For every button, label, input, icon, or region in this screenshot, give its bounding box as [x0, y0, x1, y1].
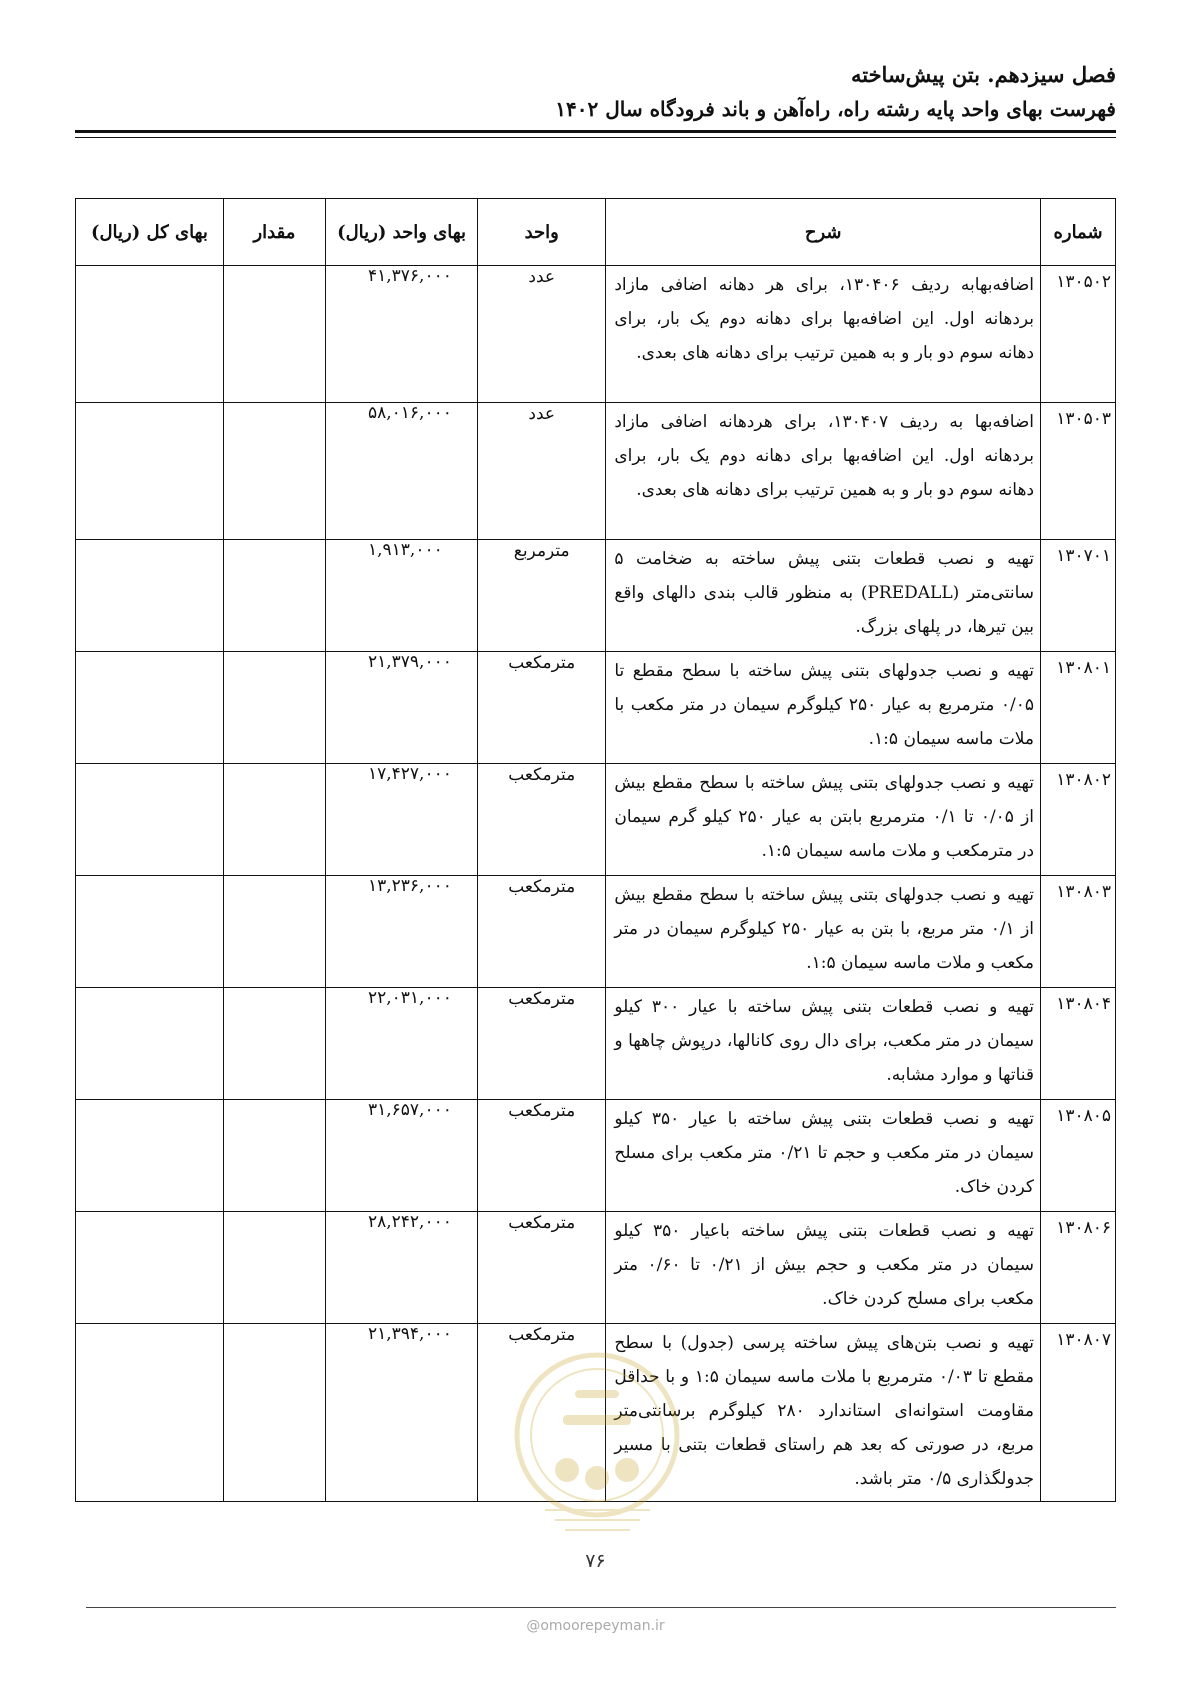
row-description: تهیه و نصب قطعات بتنی پیش ساخته باعیار ۳۵۰ کیلو سیمان در متر مکعب و حجم بیش از ۰/۲۱ تا ۰/۶۰ متر مکعب برای مسلح کردن خاک. — [606, 1212, 1041, 1324]
row-quantity — [223, 266, 325, 403]
row-description: تهیه و نصب قطعات بتنی پیش ساخته با عیار ۳۰۰ کیلو سیمان در متر مکعب، برای دال روی کانالها، درپوش چاهها و قناتها و موارد مشابه. — [606, 988, 1041, 1100]
table-row — [76, 1100, 1116, 1212]
row-unit: مترمکعب — [478, 988, 606, 1100]
footer-rule — [86, 1607, 1116, 1608]
row-unit-price: ۴۱,۳۷۶,۰۰۰ — [325, 266, 477, 403]
column-header-total-price: بهای کل (ریال) — [76, 199, 224, 266]
footer-website: @omoorepeyman.ir — [526, 1618, 665, 1634]
row-total-price — [76, 988, 224, 1100]
page-header — [76, 58, 1116, 126]
row-number: ۱۳۰۸۰۱ — [1041, 652, 1116, 764]
row-unit-price: ۱,۹۱۳,۰۰۰ — [325, 540, 477, 652]
row-total-price — [76, 1212, 224, 1324]
row-unit: مترمکعب — [478, 1212, 606, 1324]
row-total-price — [76, 876, 224, 988]
table-row — [76, 403, 1116, 540]
row-number: ۱۳۰۵۰۳ — [1041, 403, 1116, 540]
row-number: ۱۳۰۸۰۳ — [1041, 876, 1116, 988]
row-unit-price: ۲۸,۲۴۲,۰۰۰ — [325, 1212, 477, 1324]
row-unit: مترمکعب — [478, 764, 606, 876]
row-unit: مترمکعب — [478, 1324, 606, 1502]
row-quantity — [223, 652, 325, 764]
row-unit-price: ۲۲,۰۳۱,۰۰۰ — [325, 988, 477, 1100]
row-unit: عدد — [478, 403, 606, 540]
row-unit-price: ۵۸,۰۱۶,۰۰۰ — [325, 403, 477, 540]
row-number: ۱۳۰۸۰۴ — [1041, 988, 1116, 1100]
column-header-number: شماره — [1041, 199, 1116, 266]
row-unit-price: ۱۳,۲۳۶,۰۰۰ — [325, 876, 477, 988]
row-unit: مترمربع — [478, 540, 606, 652]
document-subtitle: فهرست بهای واحد پایه رشته راه، راه‌آهن و باند فرودگاه سال ۱۴۰۲ — [555, 97, 1116, 121]
row-total-price — [76, 1324, 224, 1502]
row-description: تهیه و نصب قطعات بتنی پیش ساخته با عیار ۳۵۰ کیلو سیمان در متر مکعب و حجم تا ۰/۲۱ متر مکعب برای مسلح کردن خاک. — [606, 1100, 1041, 1212]
table-row — [76, 266, 1116, 403]
row-number: ۱۳۰۵۰۲ — [1041, 266, 1116, 403]
row-unit-price: ۳۱,۶۵۷,۰۰۰ — [325, 1100, 477, 1212]
row-description: تهیه و نصب جدولهای بتنی پیش ساخته با سطح مقطع بیش از ۰/۰۵ تا ۰/۱ مترمربع بابتن به عیار ۲۵۰ کیلو گرم سیمان در مترمکعب و ملات ماسه سیمان ۱:۵. — [606, 764, 1041, 876]
column-header-quantity: مقدار — [223, 199, 325, 266]
row-unit: مترمکعب — [478, 876, 606, 988]
row-quantity — [223, 1212, 325, 1324]
row-quantity — [223, 1100, 325, 1212]
row-number: ۱۳۰۸۰۷ — [1041, 1324, 1116, 1502]
table-row — [76, 988, 1116, 1100]
row-unit: عدد — [478, 266, 606, 403]
row-description: تهیه و نصب جدولهای بتنی پیش ساخته با سطح مقطع تا ۰/۰۵ مترمربع به عیار ۲۵۰ کیلوگرم سیمان در متر مکعب با ملات ماسه سیمان ۱:۵. — [606, 652, 1041, 764]
table-row — [76, 1212, 1116, 1324]
row-total-price — [76, 540, 224, 652]
row-number: ۱۳۰۸۰۶ — [1041, 1212, 1116, 1324]
header-rule-thick — [75, 130, 1116, 133]
row-total-price — [76, 652, 224, 764]
table-row — [76, 764, 1116, 876]
column-header-unit: واحد — [478, 199, 606, 266]
row-quantity — [223, 764, 325, 876]
row-description: اضافه‌بها به ردیف ۱۳۰۴۰۷، برای هردهانه اضافی مازاد بردهانه اول. این اضافه‌بها برای دهانه دوم یک بار، برای دهانه سوم دو بار و به همین ترتیب برای دهانه های بعدی. — [606, 403, 1041, 540]
row-quantity — [223, 876, 325, 988]
row-total-price — [76, 403, 224, 540]
row-description: تهیه و نصب قطعات بتنی پیش ساخته به ضخامت ۵ سانتی‌متر (PREDALL) به منظور قالب بندی دالهای واقع بین تیرها، در پلهای بزرگ. — [606, 540, 1041, 652]
column-header-description: شرح — [606, 199, 1041, 266]
row-quantity — [223, 403, 325, 540]
row-unit-price: ۱۷,۴۲۷,۰۰۰ — [325, 764, 477, 876]
column-header-unit-price: بهای واحد (ریال) — [325, 199, 477, 266]
row-description: تهیه و نصب بتن‌های پیش ساخته پرسی (جدول) با سطح مقطع تا ۰/۰۳ مترمربع با ملات ماسه سیمان ۱:۵ و با حداقل مقاومت استوانه‌ای استاندارد ۲۸۰ کیلوگرم برسانتی‌متر مربع، در صورتی که بعد هم راستای قطعات بتنی با مسیر جدولگذاری ۰/۵ متر باشد. — [606, 1324, 1041, 1502]
row-unit-price: ۲۱,۳۷۹,۰۰۰ — [325, 652, 477, 764]
row-unit: مترمکعب — [478, 1100, 606, 1212]
page-number: ۷۶ — [585, 1550, 606, 1572]
table-row — [76, 540, 1116, 652]
table-row — [76, 1324, 1116, 1502]
row-unit-price: ۲۱,۳۹۴,۰۰۰ — [325, 1324, 477, 1502]
row-number: ۱۳۰۷۰۱ — [1041, 540, 1116, 652]
price-table — [75, 198, 1116, 1502]
row-total-price — [76, 266, 224, 403]
row-quantity — [223, 988, 325, 1100]
row-description: تهیه و نصب جدولهای بتنی پیش ساخته با سطح مقطع بیش از ۰/۱ متر مربع، با بتن به عیار ۲۵۰ کیلوگرم سیمان در متر مکعب و ملات ماسه سیمان ۱:۵. — [606, 876, 1041, 988]
header-rule-thin — [75, 137, 1116, 138]
row-unit: مترمکعب — [478, 652, 606, 764]
table-header-row — [76, 199, 1116, 266]
table-row — [76, 652, 1116, 764]
chapter-title: فصل سیزدهم. بتن پیش‌ساخته — [850, 62, 1116, 87]
row-number: ۱۳۰۸۰۵ — [1041, 1100, 1116, 1212]
row-total-price — [76, 1100, 224, 1212]
row-description: اضافه‌بهابه ردیف ۱۳۰۴۰۶، برای هر دهانه اضافی مازاد بردهانه اول. این اضافه‌بها برای دهانه دوم یک بار، برای دهانه سوم دو بار و به همین ترتیب برای دهانه های بعدی. — [606, 266, 1041, 403]
row-total-price — [76, 764, 224, 876]
row-number: ۱۳۰۸۰۲ — [1041, 764, 1116, 876]
row-quantity — [223, 1324, 325, 1502]
table-row — [76, 876, 1116, 988]
row-quantity — [223, 540, 325, 652]
